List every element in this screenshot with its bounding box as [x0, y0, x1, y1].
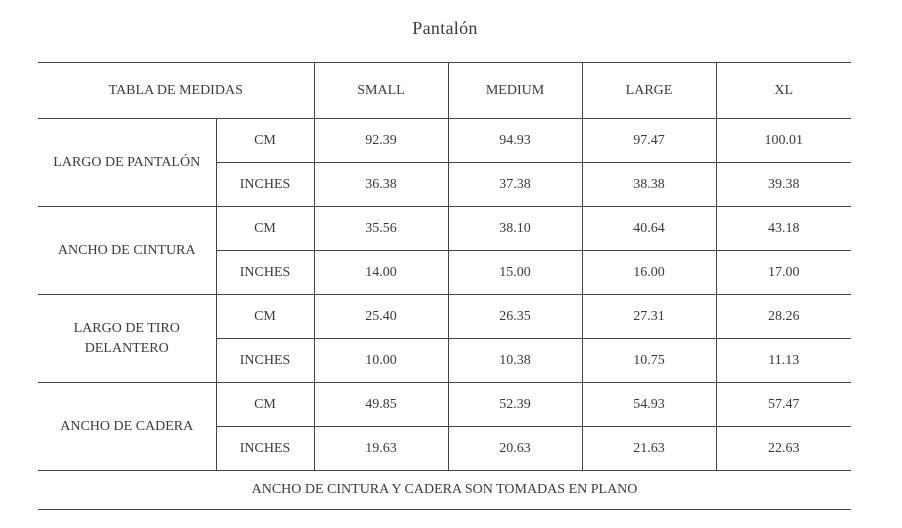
table-cell: 25.40 [314, 295, 448, 339]
table-cell: 19.63 [314, 427, 448, 471]
table-header-row [38, 63, 851, 119]
table-corner-label: TABLA DE MEDIDAS [38, 63, 314, 119]
size-header-xl: XL [716, 63, 851, 119]
table-cell: 16.00 [582, 251, 716, 295]
table-cell: 36.38 [314, 163, 448, 207]
page-title: Pantalón [412, 18, 478, 38]
table-row [38, 383, 851, 427]
measurement-label: ANCHO DE CINTURA [38, 207, 216, 295]
table-row [38, 119, 851, 163]
table-cell: 21.63 [582, 427, 716, 471]
table-cell: 17.00 [716, 251, 851, 295]
table-row [38, 295, 851, 339]
table-cell: 40.64 [582, 207, 716, 251]
table-cell: 57.47 [716, 383, 851, 427]
table-cell: 14.00 [314, 251, 448, 295]
table-note-row [38, 471, 851, 510]
table-footnote: ANCHO DE CINTURA Y CADERA SON TOMADAS EN PLANO [38, 471, 851, 510]
table-cell: 52.39 [448, 383, 582, 427]
unit-label: INCHES [216, 251, 314, 295]
table-cell: 100.01 [716, 119, 851, 163]
unit-label: CM [216, 295, 314, 339]
table-cell: 20.63 [448, 427, 582, 471]
table-cell: 38.38 [582, 163, 716, 207]
table-cell: 97.47 [582, 119, 716, 163]
measurement-label: ANCHO DE CADERA [38, 383, 216, 471]
table-cell: 35.56 [314, 207, 448, 251]
table-cell: 43.18 [716, 207, 851, 251]
unit-label: CM [216, 207, 314, 251]
table-cell: 37.38 [448, 163, 582, 207]
size-header-small: SMALL [314, 63, 448, 119]
table-cell: 15.00 [448, 251, 582, 295]
table-cell: 10.75 [582, 339, 716, 383]
table-cell: 22.63 [716, 427, 851, 471]
size-header-large: LARGE [582, 63, 716, 119]
table-cell: 94.93 [448, 119, 582, 163]
table-cell: 38.10 [448, 207, 582, 251]
table-cell: 92.39 [314, 119, 448, 163]
table-cell: 10.38 [448, 339, 582, 383]
unit-label: INCHES [216, 339, 314, 383]
unit-label: INCHES [216, 163, 314, 207]
measurement-label: LARGO DE PANTALÓN [38, 119, 216, 207]
table-cell: 26.35 [448, 295, 582, 339]
measurement-label [38, 295, 216, 383]
unit-label: CM [216, 383, 314, 427]
table-cell: 39.38 [716, 163, 851, 207]
table-cell: 10.00 [314, 339, 448, 383]
measurement-label-text: LARGO DE TIRO DELANTERO [73, 320, 180, 356]
table-cell: 28.26 [716, 295, 851, 339]
table-row [38, 207, 851, 251]
size-chart-table [38, 62, 851, 510]
table-cell: 54.93 [582, 383, 716, 427]
table-cell: 11.13 [716, 339, 851, 383]
size-header-medium: MEDIUM [448, 63, 582, 119]
table-cell: 27.31 [582, 295, 716, 339]
table-cell: 49.85 [314, 383, 448, 427]
unit-label: CM [216, 119, 314, 163]
unit-label: INCHES [216, 427, 314, 471]
